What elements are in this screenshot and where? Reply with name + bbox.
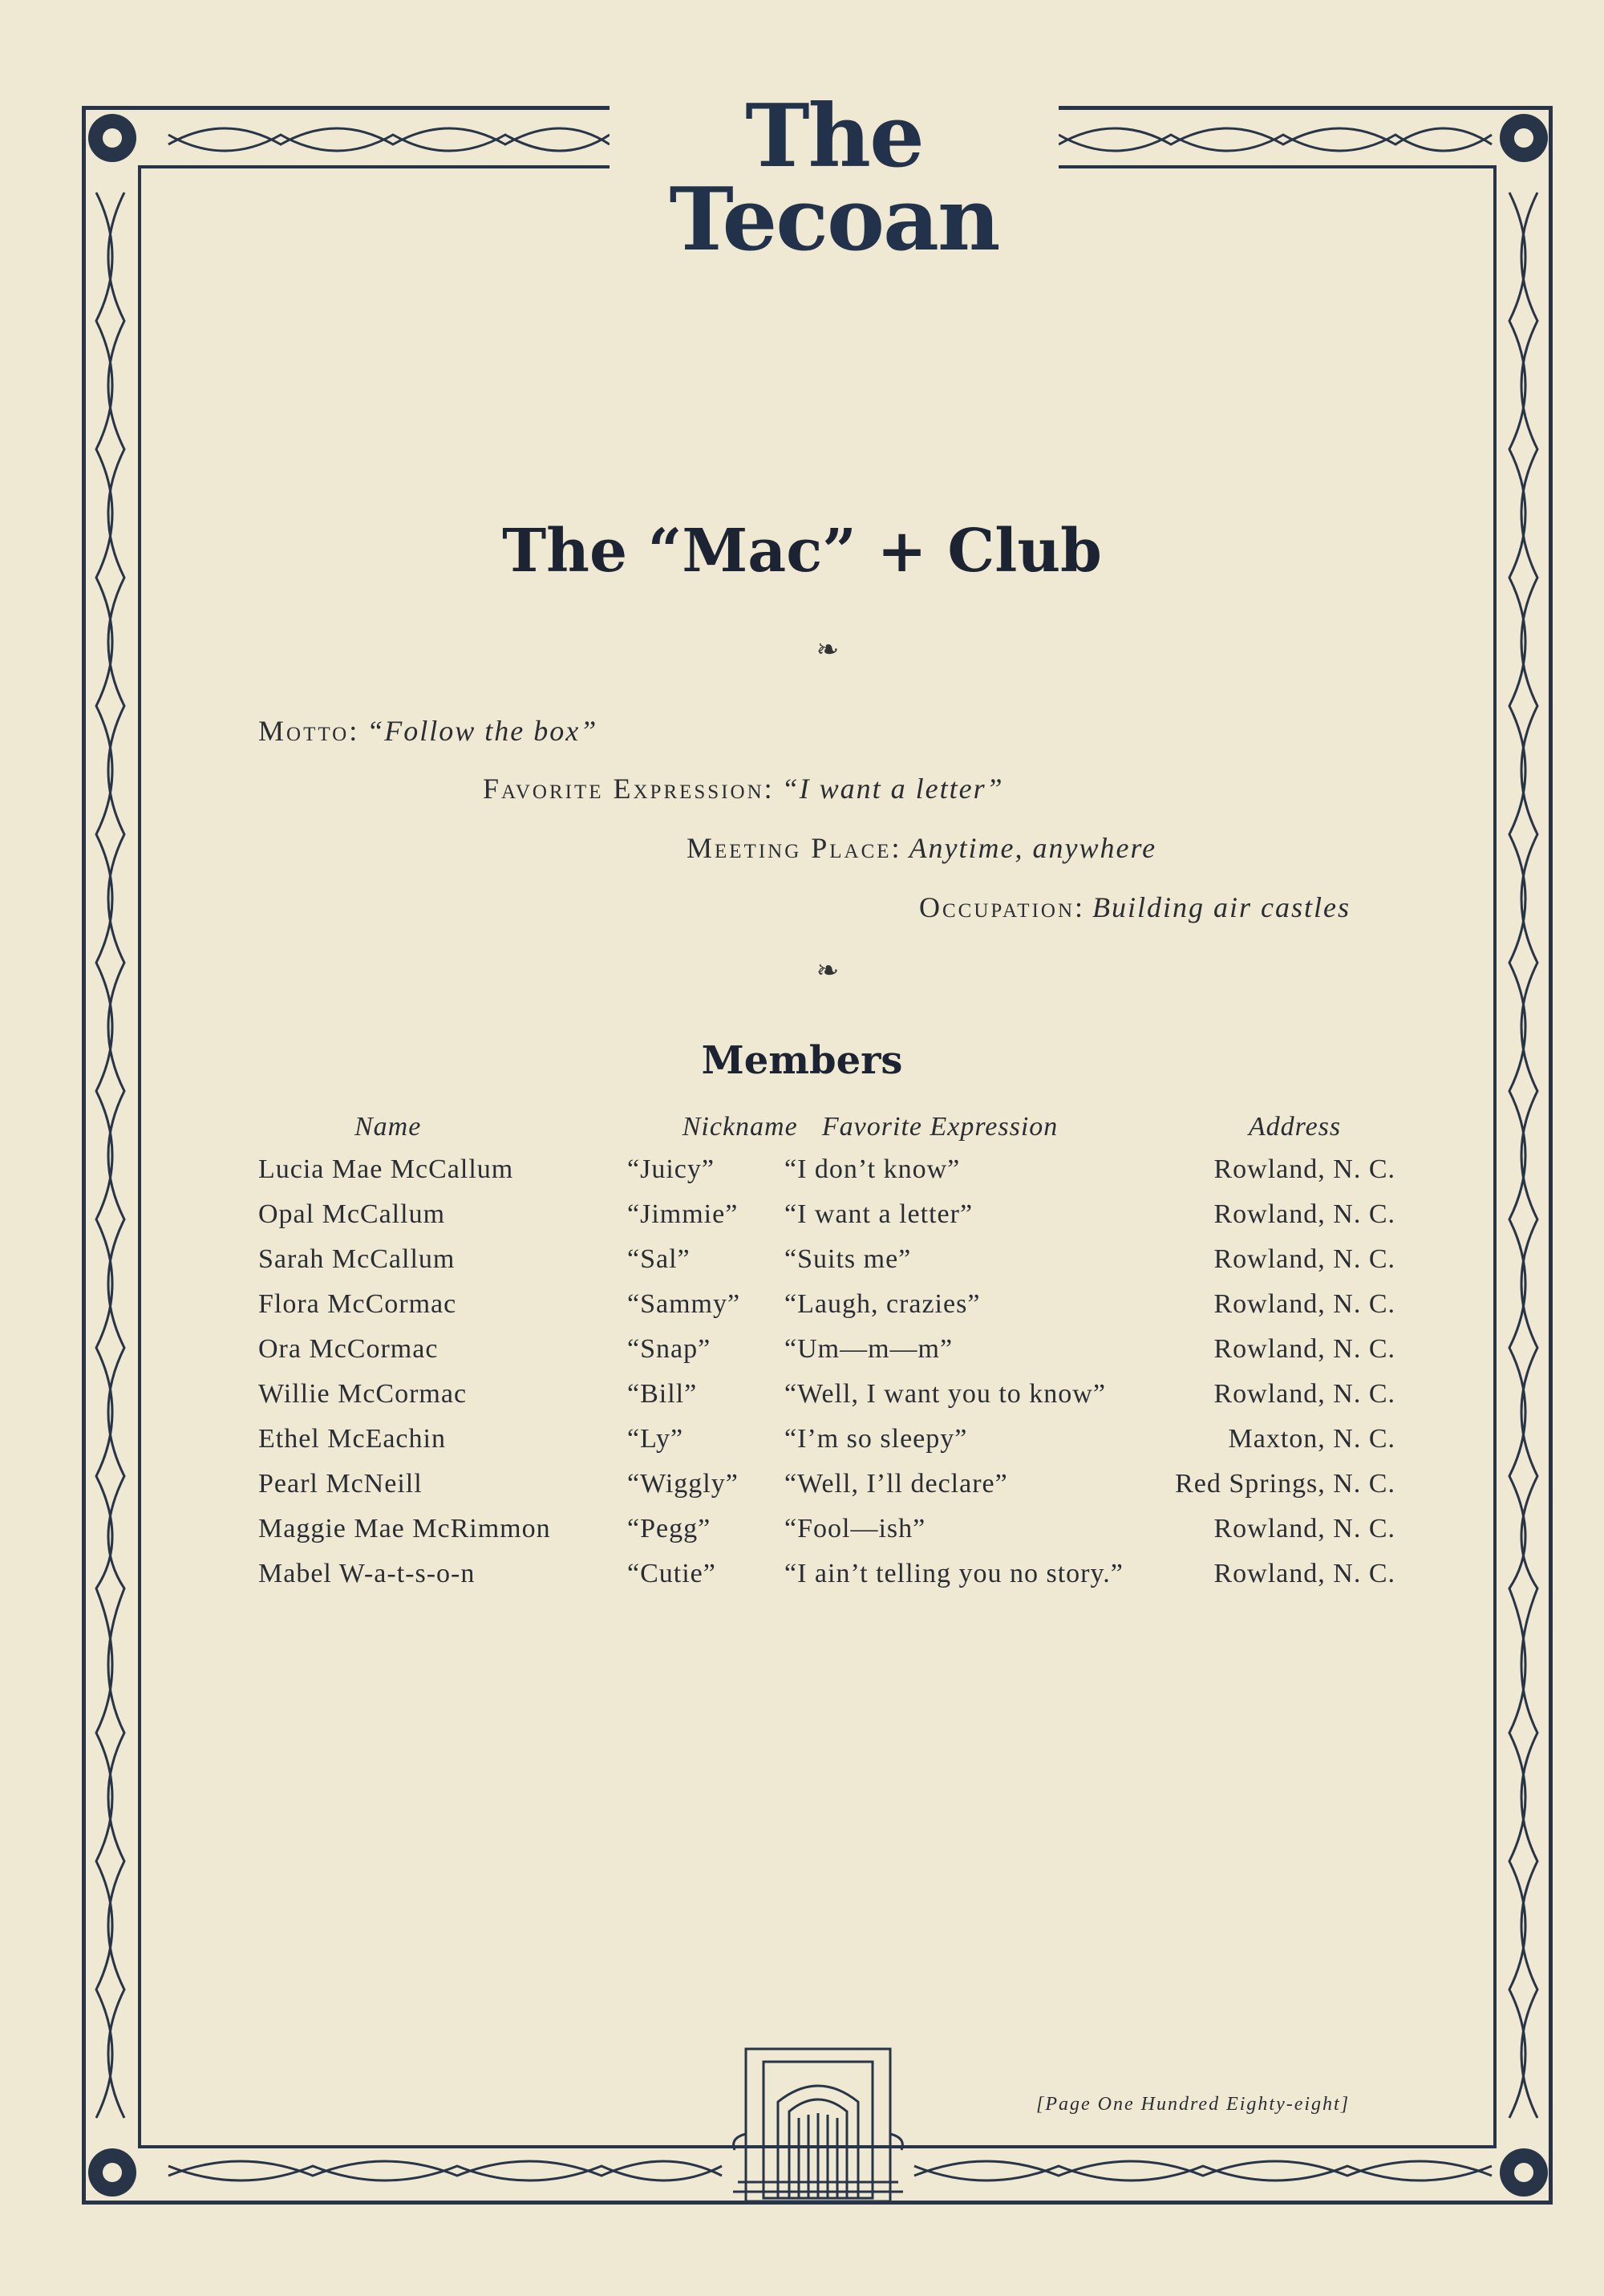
member-expression: “Fool—ish” <box>784 1514 926 1544</box>
member-address: Rowland, N. C. <box>1213 1244 1395 1274</box>
member-expression: “I want a letter” <box>784 1199 974 1229</box>
member-nickname: “Sammy” <box>627 1289 741 1319</box>
header-name: Name <box>354 1112 422 1142</box>
member-expression: “I don’t know” <box>784 1154 961 1184</box>
member-expression: “Laugh, crazies” <box>784 1289 981 1319</box>
motto-label: Motto: <box>258 715 360 747</box>
member-address: Rowland, N. C. <box>1213 1559 1395 1588</box>
members-table <box>258 1112 1413 1603</box>
doorway-illustration <box>722 2038 914 2206</box>
member-name: Maggie Mae McRimmon <box>258 1514 551 1544</box>
table-row <box>258 1243 1413 1276</box>
ornament-icon: ❧ <box>816 635 840 665</box>
table-row <box>258 1468 1413 1500</box>
meeting-label: Meeting Place: <box>687 832 902 864</box>
expression-line <box>483 772 1004 805</box>
member-expression: “I ain’t telling you no story.” <box>784 1559 1124 1588</box>
member-nickname: “Snap” <box>627 1334 711 1364</box>
expression-label: Favorite Expression: <box>483 773 775 805</box>
member-name: Pearl McNeill <box>258 1469 423 1499</box>
member-address: Red Springs, N. C. <box>1175 1469 1395 1499</box>
magazine-title: The Tecoan <box>610 95 1059 178</box>
member-name: Willie McCormac <box>258 1379 468 1409</box>
table-row <box>258 1333 1413 1365</box>
club-title: The “Mac” + Club <box>502 517 1102 586</box>
member-name: Ora McCormac <box>258 1334 439 1364</box>
occupation-value: Building air castles <box>1092 891 1351 923</box>
header-address: Address <box>1248 1112 1342 1142</box>
table-body <box>258 1154 1413 1590</box>
occupation-label: Occupation: <box>919 891 1086 923</box>
expression-value: “I want a letter” <box>781 773 1004 805</box>
member-nickname: “Pegg” <box>627 1514 711 1544</box>
member-name: Opal McCallum <box>258 1199 446 1229</box>
table-header <box>258 1112 1413 1154</box>
member-nickname: “Wiggly” <box>627 1469 739 1499</box>
member-expression: “Suits me” <box>784 1244 912 1274</box>
member-expression: “Um—m—m” <box>784 1334 954 1364</box>
member-expression: “Well, I want you to know” <box>784 1379 1106 1409</box>
member-expression: “Well, I’ll declare” <box>784 1469 1008 1499</box>
member-name: Lucia Mae McCallum <box>258 1154 514 1184</box>
motto-value: “Follow the box” <box>367 715 598 747</box>
ornament-icon: ❧ <box>816 956 840 986</box>
member-address: Rowland, N. C. <box>1213 1289 1395 1319</box>
member-nickname: “Ly” <box>627 1424 684 1454</box>
table-row <box>258 1378 1413 1410</box>
member-expression: “I’m so sleepy” <box>784 1424 968 1454</box>
table-row <box>258 1423 1413 1455</box>
header-nickname: Nickname <box>682 1112 798 1142</box>
meeting-value: Anytime, anywhere <box>909 832 1157 864</box>
member-address: Rowland, N. C. <box>1213 1334 1395 1364</box>
member-name: Flora McCormac <box>258 1289 457 1319</box>
page-number: [Page One Hundred Eighty-eight] <box>1036 2094 1351 2115</box>
member-name: Ethel McEachin <box>258 1424 446 1454</box>
member-address: Rowland, N. C. <box>1213 1379 1395 1409</box>
table-row <box>258 1199 1413 1231</box>
table-row <box>258 1154 1413 1186</box>
member-name: Mabel W-a-t-s-o-n <box>258 1559 476 1588</box>
member-address: Rowland, N. C. <box>1213 1199 1395 1229</box>
member-name: Sarah McCallum <box>258 1244 456 1274</box>
members-title: Members <box>701 1038 903 1083</box>
member-nickname: “Jimmie” <box>627 1199 739 1229</box>
member-address: Rowland, N. C. <box>1213 1514 1395 1544</box>
member-address: Rowland, N. C. <box>1213 1154 1395 1184</box>
member-nickname: “Bill” <box>627 1379 698 1409</box>
motto-line <box>258 714 597 748</box>
occupation-line <box>919 890 1351 924</box>
member-nickname: “Cutie” <box>627 1559 716 1588</box>
meeting-line <box>687 831 1156 865</box>
table-row <box>258 1513 1413 1545</box>
table-row <box>258 1288 1413 1320</box>
member-address: Maxton, N. C. <box>1228 1424 1395 1454</box>
header-expression: Favorite Expression <box>821 1112 1059 1142</box>
table-row <box>258 1558 1413 1590</box>
member-nickname: “Sal” <box>627 1244 691 1274</box>
member-nickname: “Juicy” <box>627 1154 715 1184</box>
